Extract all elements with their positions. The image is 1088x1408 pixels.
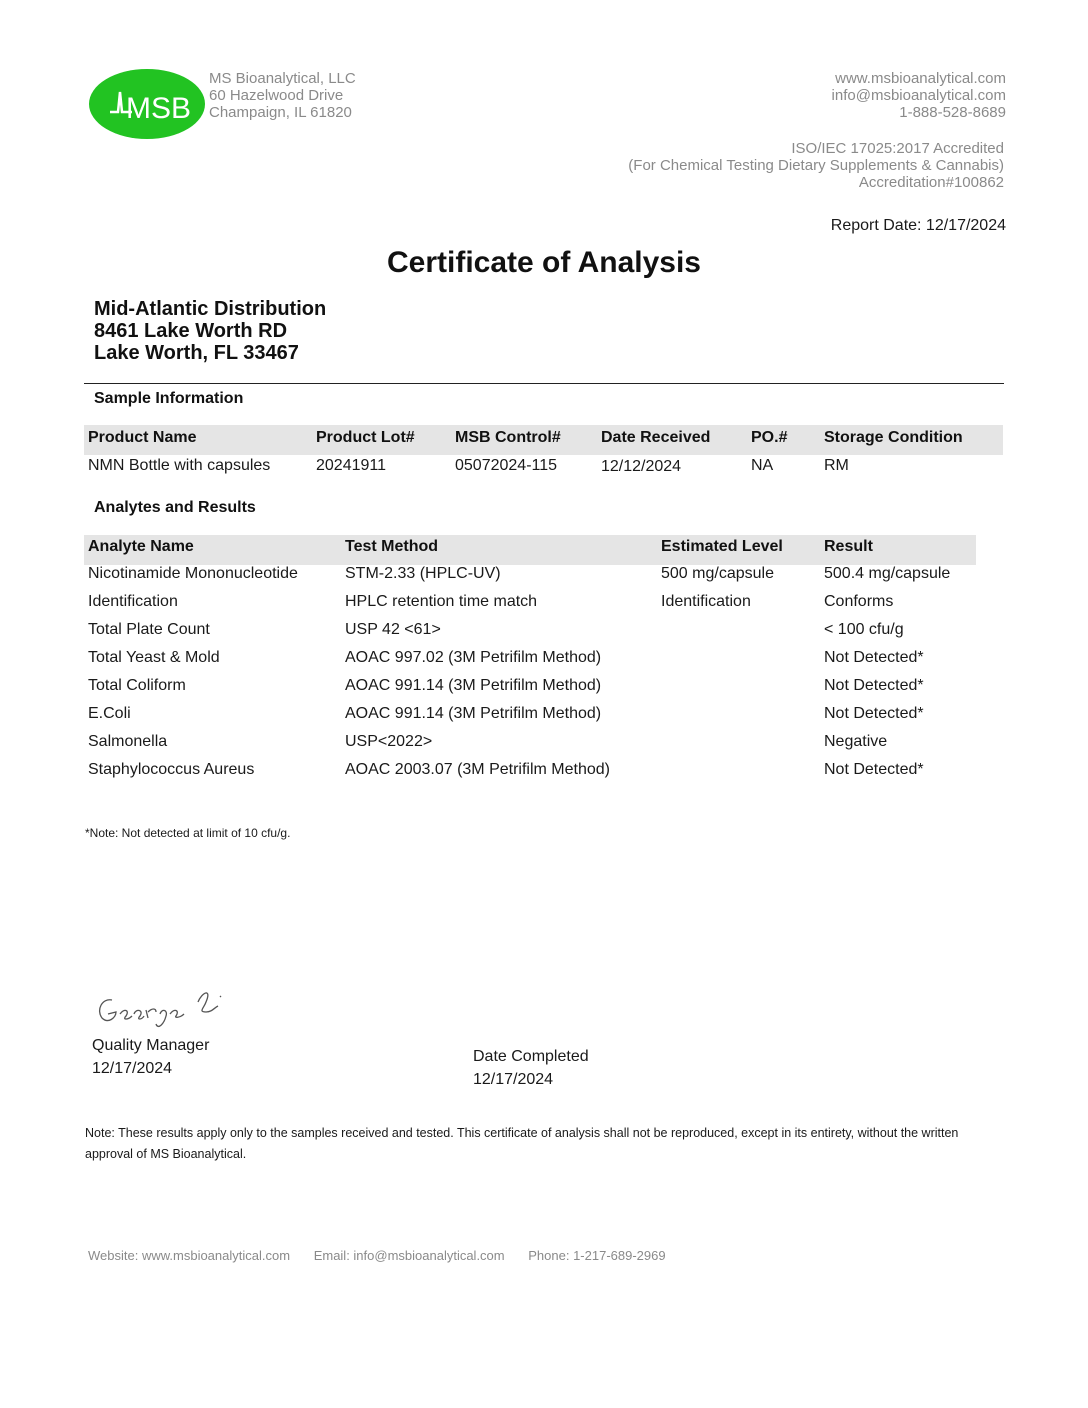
analyte-name: Nicotinamide Mononucleotide <box>88 565 298 582</box>
detection-note: *Note: Not detected at limit of 10 cfu/g. <box>85 826 291 840</box>
analyte-level: 500 mg/capsule <box>661 565 774 582</box>
analyte-name: Salmonella <box>88 733 168 750</box>
page-footer <box>88 1248 686 1263</box>
date-completed-value: 12/17/2024 <box>473 1071 554 1088</box>
analyte-result: Not Detected* <box>824 677 924 694</box>
company-email: info@msbioanalytical.com <box>831 87 1006 104</box>
sample-product-lot: 20241911 <box>316 457 386 474</box>
client-city: Lake Worth, FL 33467 <box>94 342 299 364</box>
analyte-result: 500.4 mg/capsule <box>824 565 951 582</box>
analyte-result: Not Detected* <box>824 761 924 778</box>
sample-header-product-lot: Product Lot# <box>316 429 415 446</box>
accreditation-number: Accreditation#100862 <box>858 174 1004 191</box>
report-date: Report Date: 12/17/2024 <box>830 217 1006 234</box>
analyte-name: Total Plate Count <box>88 621 210 638</box>
signatory-title: Quality Manager <box>92 1037 210 1054</box>
sample-date-received: 12/12/2024 <box>601 458 682 475</box>
analyte-method: AOAC 997.02 (3M Petrifilm Method) <box>345 649 602 666</box>
footer-phone: Phone: 1-217-689-2969 <box>528 1248 666 1263</box>
analyte-name: Identification <box>88 593 178 610</box>
analyte-method: AOAC 991.14 (3M Petrifilm Method) <box>345 705 602 722</box>
analyte-result: Not Detected* <box>824 649 924 666</box>
sample-header-product-name: Product Name <box>88 429 197 446</box>
analyte-method: USP<2022> <box>345 733 433 750</box>
analyte-name: Total Yeast & Mold <box>88 649 220 666</box>
company-name: MS Bioanalytical, LLC <box>209 70 356 87</box>
footer-website: Website: www.msbioanalytical.com <box>88 1248 291 1263</box>
company-phone: 1-888-528-8689 <box>899 104 1006 121</box>
analytes-header-result: Result <box>824 538 873 555</box>
company-city: Champaign, IL 61820 <box>209 104 352 121</box>
accreditation-standard: ISO/IEC 17025:2017 Accredited <box>791 140 1004 157</box>
analyte-method: STM-2.33 (HPLC-UV) <box>345 565 501 582</box>
sample-msb-control: 05072024-115 <box>455 457 558 474</box>
client-name: Mid-Atlantic Distribution <box>94 298 327 320</box>
company-logo <box>88 68 206 140</box>
date-completed-label: Date Completed <box>473 1048 589 1065</box>
disclaimer-note: Note: These results apply only to the samples received and tested. This certificate of analysis shall not be reproduced, except in its entirety, without the written approval of MS Bioanalytical. <box>85 1126 959 1161</box>
analyte-result: < 100 cfu/g <box>824 621 904 638</box>
analyte-name: Total Coliform <box>88 677 186 694</box>
analyte-level: Identification <box>661 593 751 610</box>
sample-product-name: NMN Bottle with capsules <box>88 457 271 474</box>
section-divider <box>84 383 1004 384</box>
sample-storage: RM <box>824 457 849 474</box>
company-contact <box>832 70 1006 121</box>
sample-info-label: Sample Information <box>94 390 244 407</box>
company-website: www.msbioanalytical.com <box>835 70 1006 87</box>
signatory-date: 12/17/2024 <box>92 1060 173 1077</box>
logo-text: MSB <box>126 92 192 125</box>
handwritten-signature <box>94 978 234 1032</box>
footer-email: Email: info@msbioanalytical.com <box>313 1248 505 1263</box>
sample-header-po: PO.# <box>751 429 788 446</box>
analytes-label: Analytes and Results <box>94 499 256 516</box>
analyte-method: AOAC 991.14 (3M Petrifilm Method) <box>345 677 602 694</box>
analyte-method: HPLC retention time match <box>345 593 538 610</box>
sample-header-date-received: Date Received <box>601 429 711 446</box>
page-title: Certificate of Analysis <box>387 246 701 279</box>
company-street: 60 Hazelwood Drive <box>209 87 344 104</box>
analytes-header-level: Estimated Level <box>661 538 783 555</box>
analyte-method: USP 42 <61> <box>345 621 441 638</box>
analytes-header-method: Test Method <box>345 538 439 555</box>
analyte-name: Staphylococcus Aureus <box>88 761 255 778</box>
analyte-method: AOAC 2003.07 (3M Petrifilm Method) <box>345 761 610 778</box>
analyte-name: E.Coli <box>88 705 131 722</box>
sample-header-storage: Storage Condition <box>824 429 963 446</box>
analytes-header-name: Analyte Name <box>88 538 194 555</box>
signature <box>94 978 234 1037</box>
accreditation-scope: (For Chemical Testing Dietary Supplements & Cannabis) <box>628 157 1004 174</box>
accreditation-block <box>628 140 1004 191</box>
analyte-result: Negative <box>824 733 888 750</box>
company-address <box>209 70 356 121</box>
analyte-result: Not Detected* <box>824 705 924 722</box>
client-street: 8461 Lake Worth RD <box>94 320 288 342</box>
sample-header-msb-control: MSB Control# <box>455 429 561 446</box>
sample-po: NA <box>751 457 774 474</box>
analyte-result: Conforms <box>824 593 894 610</box>
